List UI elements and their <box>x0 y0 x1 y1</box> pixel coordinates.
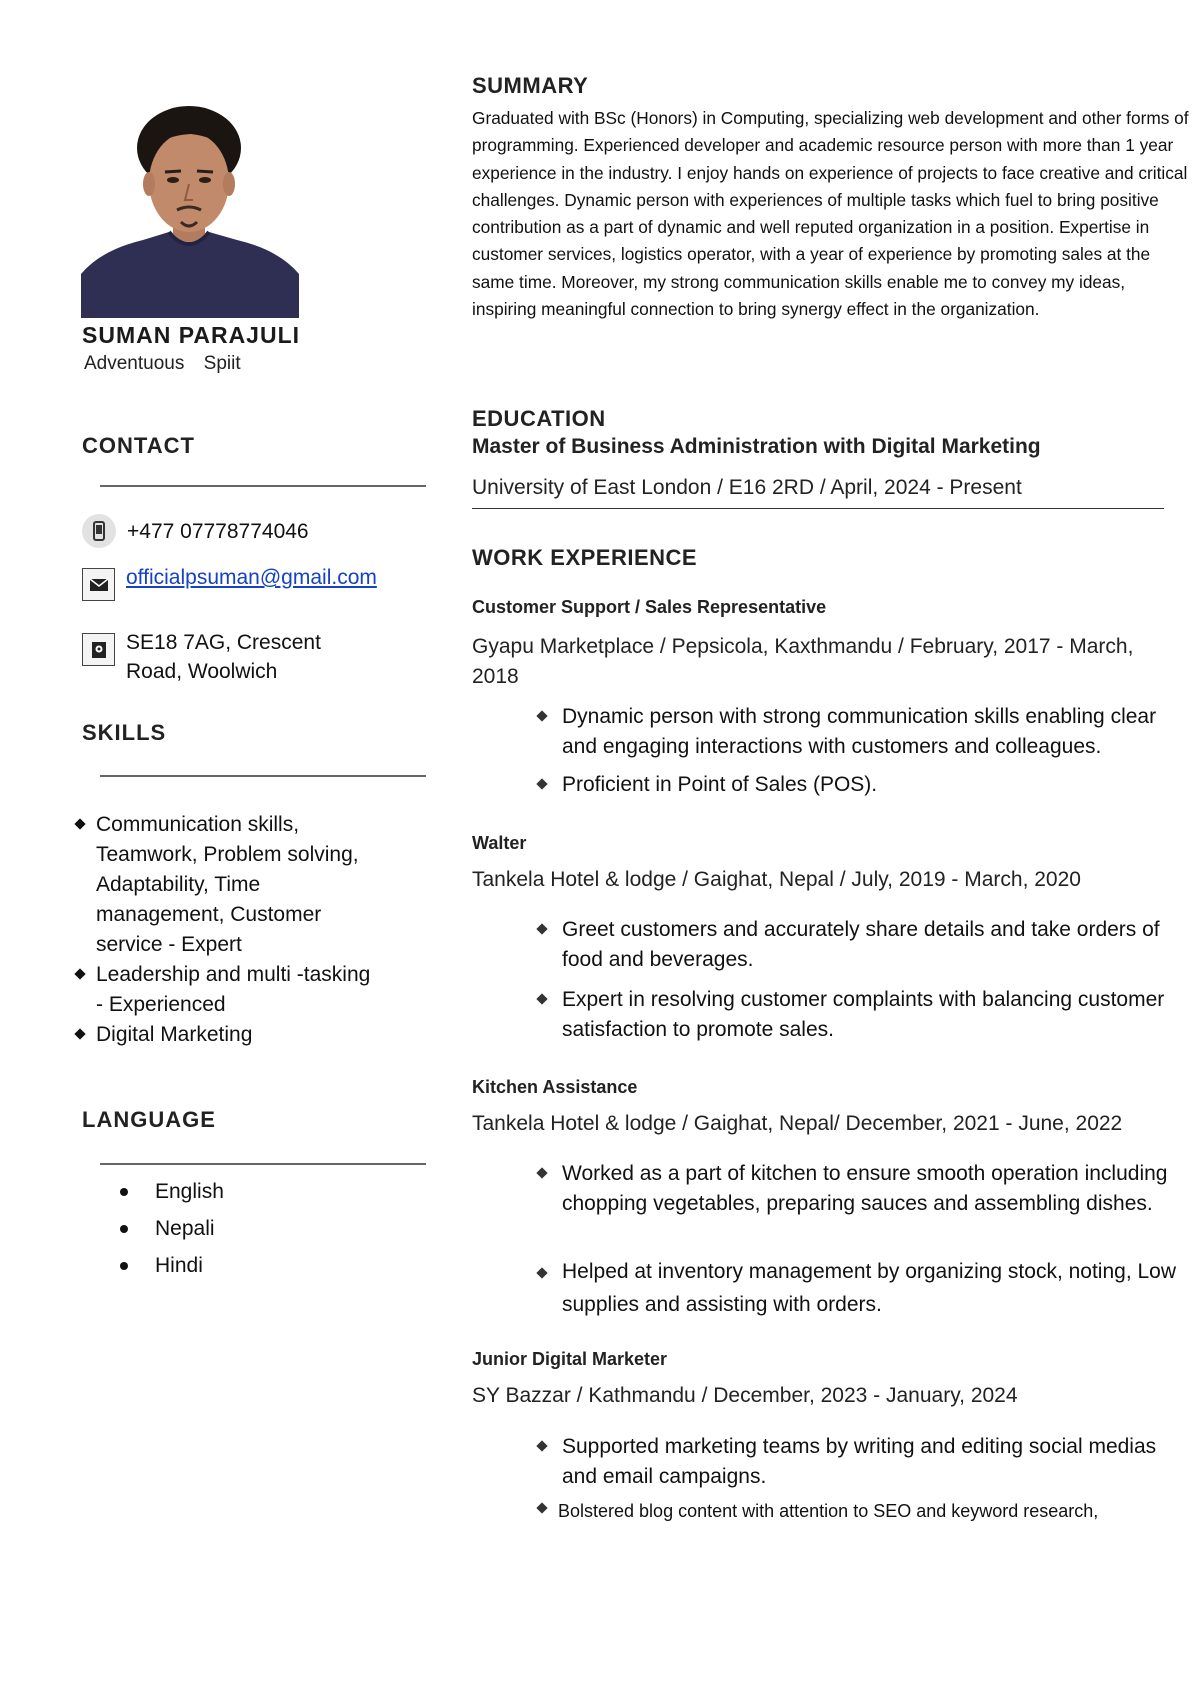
map-pin-icon <box>82 633 115 666</box>
job-bullet <box>538 1432 1190 1492</box>
divider <box>100 1163 426 1165</box>
job-bullet <box>538 1496 1190 1526</box>
job-details: SY Bazzar / Kathmandu / December, 2023 - January, 2024 <box>472 1384 1018 1407</box>
phone-icon <box>82 514 116 548</box>
job-title: Walter <box>472 833 527 853</box>
bullet-text: Expert in resolving customer complaints with balancing customer satisfaction to promote sales. <box>562 988 1165 1041</box>
divider <box>472 508 1164 509</box>
job-bullet <box>538 1255 1190 1321</box>
job-details: Gyapu Marketplace / Pepsicola, Kaxthmandu / February, 2017 - March, 2018 <box>472 635 1134 688</box>
skills-heading: SKILLS <box>82 720 167 745</box>
phone-number[interactable]: +477 07778774046 <box>127 520 309 543</box>
skill-item <box>72 1020 372 1050</box>
bullet-text: Greet customers and accurately share details and take orders of food and beverages. <box>562 918 1160 971</box>
skill-text: Digital Marketing <box>96 1023 253 1046</box>
job-bullet <box>538 702 1190 762</box>
job-title: Junior Digital Marketer <box>472 1349 668 1369</box>
bullet-text: Proficient in Point of Sales (POS). <box>562 773 878 796</box>
tagline <box>84 353 255 375</box>
bullet-text: Bolstered blog content with attention to SEO and keyword research, <box>558 1501 1099 1521</box>
job-details: Tankela Hotel & lodge / Gaighat, Nepal / July, 2019 - March, 2020 <box>472 868 1081 891</box>
contact-email-row <box>82 563 378 601</box>
job-details: Tankela Hotel & lodge / Gaighat, Nepal/ December, 2021 - June, 2022 <box>472 1112 1123 1135</box>
work-experience-heading: WORK EXPERIENCE <box>472 545 698 570</box>
job-title: Kitchen Assistance <box>472 1077 638 1097</box>
skill-item <box>72 960 372 1020</box>
language-text: Nepali <box>155 1217 215 1240</box>
profile-photo <box>81 104 299 318</box>
contact-phone-row <box>82 514 309 548</box>
job-bullet <box>538 985 1190 1045</box>
language-heading: LANGUAGE <box>82 1107 216 1132</box>
contact-heading: CONTACT <box>82 433 195 458</box>
job-bullet <box>538 915 1190 975</box>
bullet-text: Worked as a part of kitchen to ensure smooth operation including chopping vegetables, preparing sauces and assembling dishes. <box>562 1162 1168 1215</box>
summary-text: Graduated with BSc (Honors) in Computing, specializing web development and other forms of programming. Experienced developer and academic resource person with more than 1 year experience in the industry. I enjoy hands on experience of projects to face creative and critical challenges. Dynamic person with experiences of multiple tasks which fuel to bring positive contribution as a part of dynamic and well reputed organization in a position. Expertise in customer services, logistics operator, with a year of experience by promoting sales at the same time. Moreover, my strong communication skills enable me to convey my ideas, inspiring meaningful connection to bring synergy effect in the organization. <box>472 108 1189 320</box>
skill-text: Communication skills, Teamwork, Problem solving, Adaptability, Time management, Customer service - Expert <box>96 813 359 956</box>
email-link[interactable]: officialpsuman@gmail.com <box>126 566 377 589</box>
skill-item <box>72 810 372 960</box>
education-details: University of East London / E16 2RD / April, 2024 - Present <box>472 476 1022 499</box>
skills-list <box>72 810 372 1050</box>
summary-heading: SUMMARY <box>472 73 589 98</box>
language-item <box>118 1247 224 1284</box>
tagline-word: Spiit <box>203 353 241 374</box>
address: SE18 7AG, Crescent Road, Woolwich <box>126 631 321 683</box>
degree-title: Master of Business Administration with Digital Marketing <box>472 435 1041 458</box>
bullet-text: Supported marketing teams by writing and editing social medias and email campaigns. <box>562 1435 1157 1488</box>
divider <box>100 485 426 487</box>
bullet-text: Helped at inventory management by organizing stock, noting, Low supplies and assisting with orders. <box>562 1260 1177 1316</box>
job-title: Customer Support / Sales Representative <box>472 597 827 617</box>
skill-text: Leadership and multi -tasking - Experienced <box>96 963 371 1016</box>
language-item <box>118 1210 224 1247</box>
tagline-word: Adventuous <box>84 353 185 374</box>
language-text: Hindi <box>155 1254 203 1277</box>
bullet-text: Dynamic person with strong communication skills enabling clear and engaging interactions with customers and colleagues. <box>562 705 1157 758</box>
envelope-icon <box>82 568 115 601</box>
contact-address-row <box>82 628 376 686</box>
language-text: English <box>155 1180 224 1203</box>
divider <box>100 775 426 777</box>
job-bullet <box>538 1159 1190 1219</box>
education-heading: EDUCATION <box>472 406 606 431</box>
person-name: SUMAN PARAJULI <box>82 322 301 348</box>
language-item <box>118 1173 224 1210</box>
language-list <box>118 1173 224 1284</box>
job-bullet <box>538 770 1190 800</box>
